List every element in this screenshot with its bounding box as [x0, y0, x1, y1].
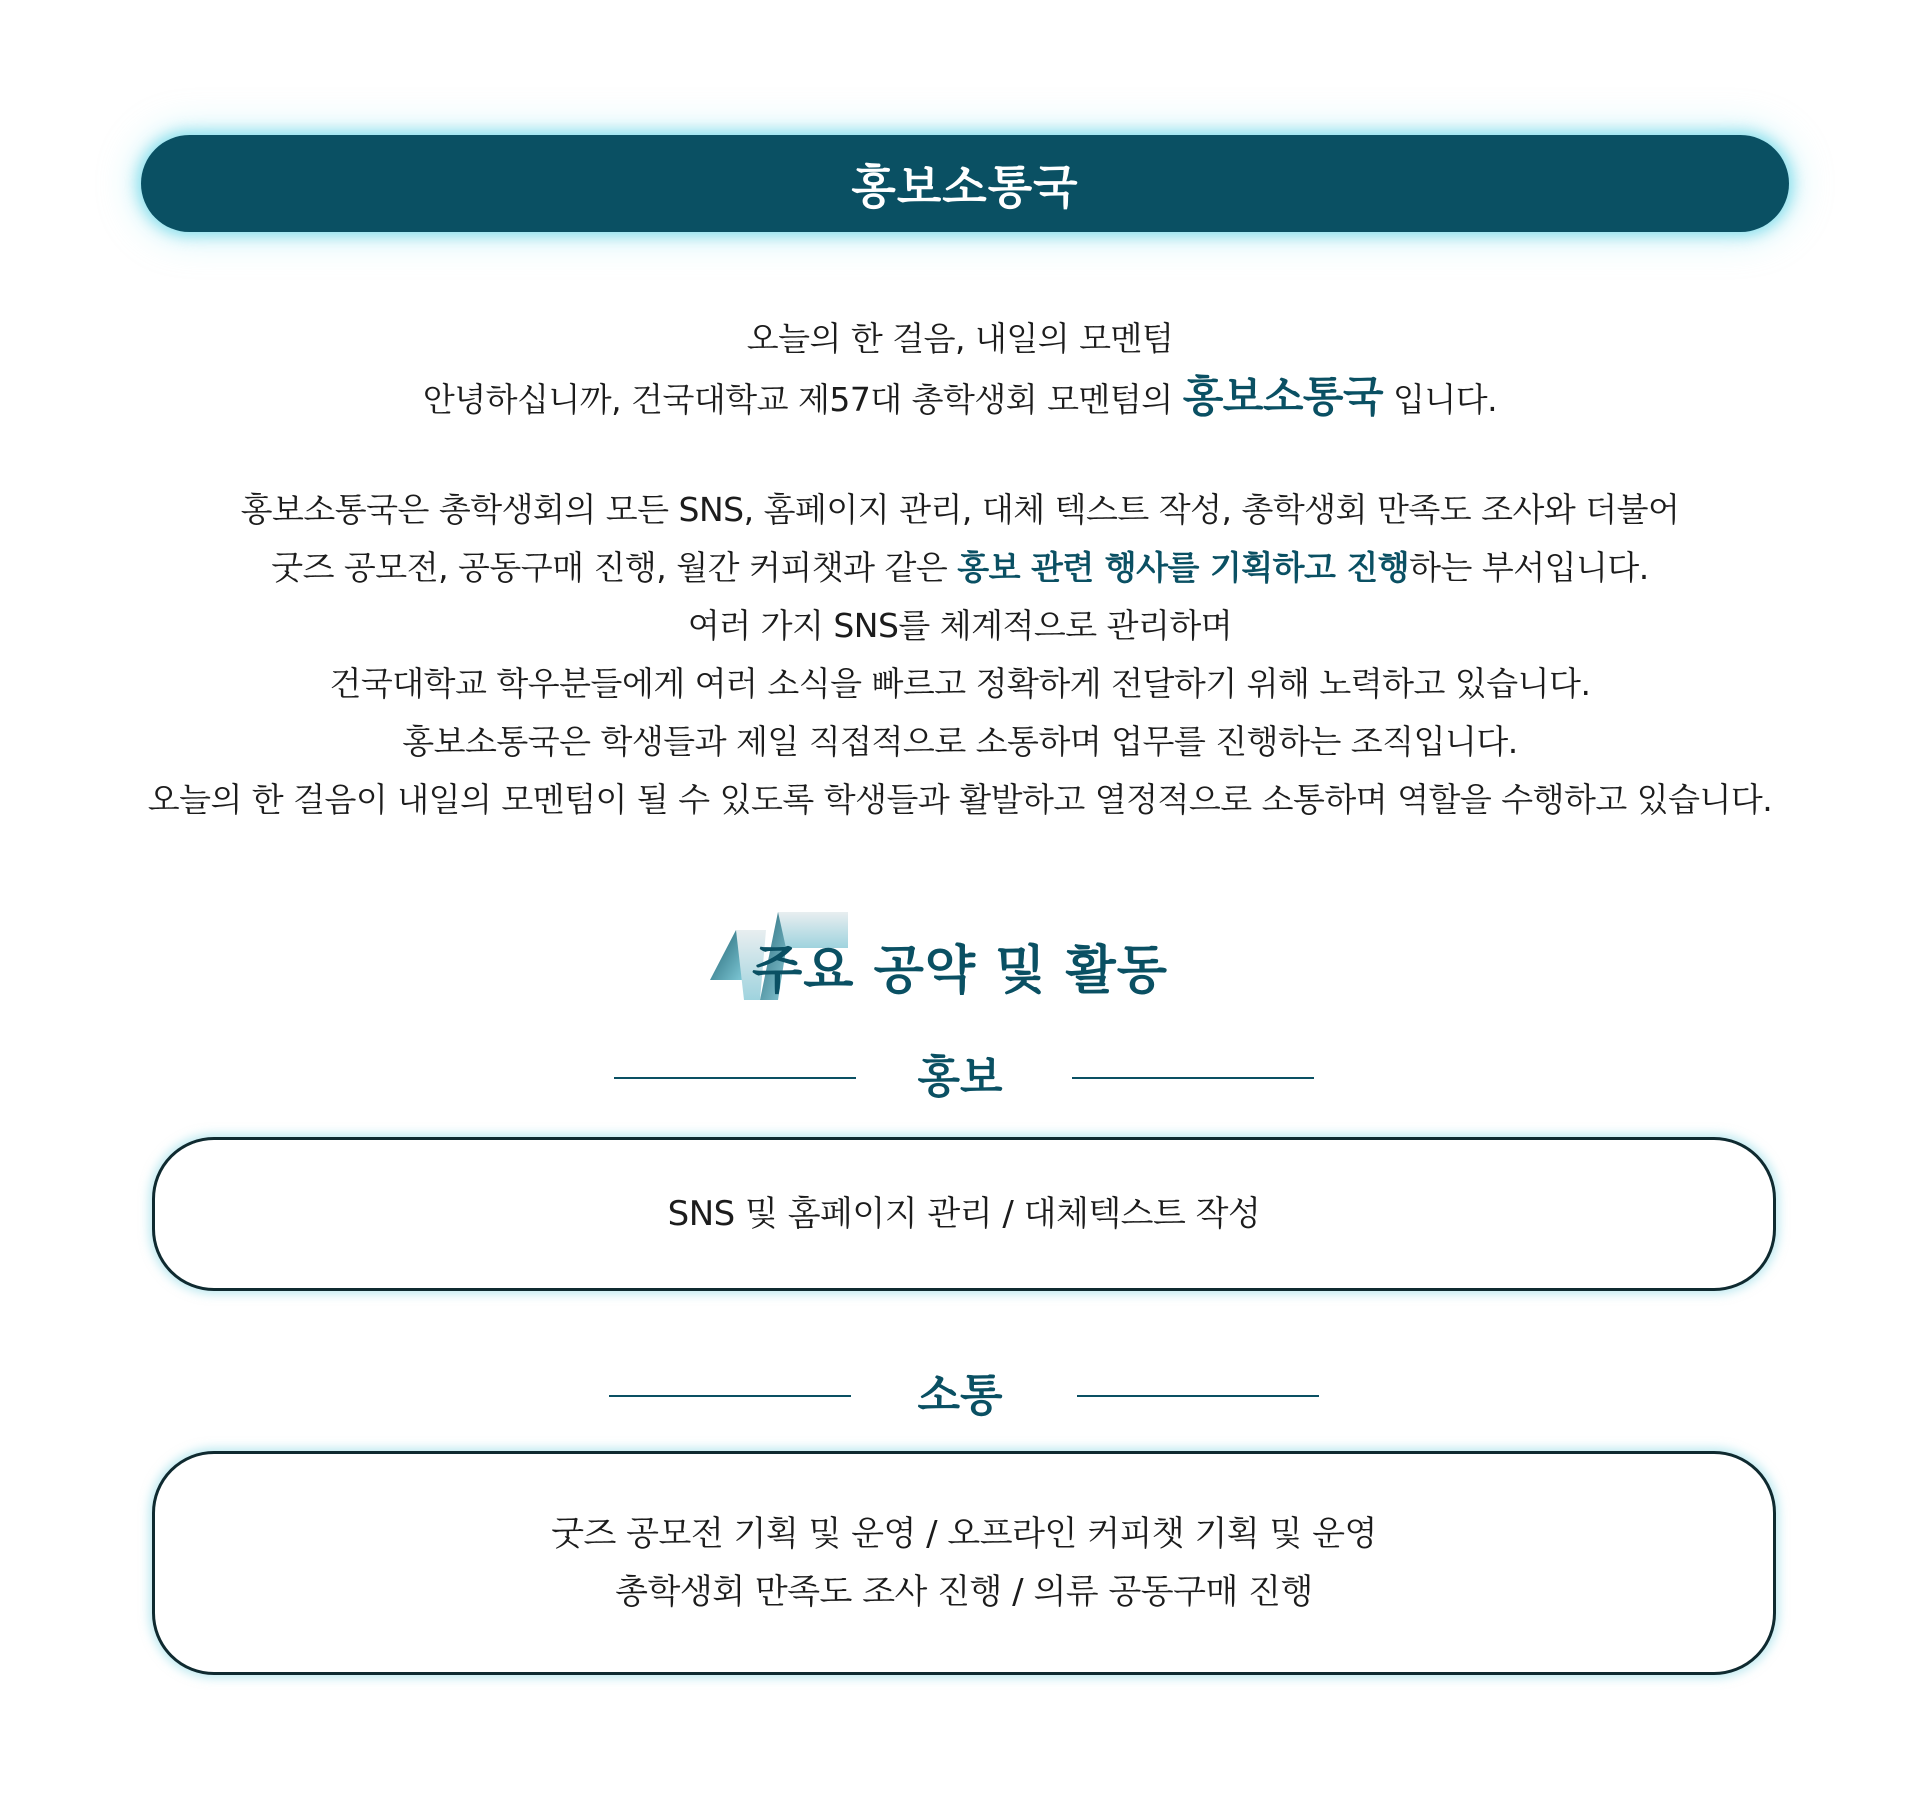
promotion-heading — [0, 1048, 1920, 1108]
paragraph-gap — [0, 429, 1920, 481]
department-banner — [141, 135, 1789, 232]
intro-description-line: 건국대학교 학우분들에게 여러 소식을 빠르고 정확하게 전달하기 위해 노력하고 있습니다. — [329, 664, 1591, 703]
communication-activity-line: 굿즈 공모전 기획 및 운영 / 오프라인 커피챗 기획 및 운영 — [551, 1514, 1377, 1554]
communication-heading — [0, 1366, 1920, 1426]
banner-title: 홍보소통국 — [851, 159, 1079, 214]
intro-description-line: 여러 가지 SNS를 체계적으로 관리하며 — [687, 606, 1233, 645]
intro-greeting-highlight: 홍보소통국 — [1182, 372, 1384, 421]
pledges-title: 주요 공약 및 활동 — [752, 941, 1168, 1001]
promotion-card — [152, 1137, 1776, 1291]
promotion-activity-line: SNS 및 홈페이지 관리 / 대체텍스트 작성 — [667, 1194, 1261, 1234]
intro-description-line: 오늘의 한 걸음이 내일의 모멘텀이 될 수 있도록 학생들과 활발하고 열정적으로 소통하며 역할을 수행하고 있습니다. — [147, 780, 1773, 819]
divider-line-right — [1077, 1395, 1319, 1397]
intro-description-highlight: 홍보 관련 행사를 기획하고 진행 — [957, 548, 1410, 587]
intro-description-line: 홍보소통국은 학생들과 제일 직접적으로 소통하며 업무를 진행하는 조직입니다. — [402, 722, 1518, 761]
intro-slogan: 오늘의 한 걸음, 내일의 모멘텀 — [746, 319, 1174, 358]
intro-greeting: 안녕하십니까, 건국대학교 제57대 총학생회 모멘텀의 홍보소통국 입니다. — [422, 372, 1498, 421]
communication-activity-line: 총학생회 만족도 조사 진행 / 의류 공동구매 진행 — [615, 1572, 1313, 1612]
communication-card — [152, 1451, 1776, 1675]
intro-description-line: 홍보소통국은 총학생회의 모든 SNS, 홈페이지 관리, 대체 텍스트 작성, 총학생회 만족도 조사와 더불어 — [240, 490, 1680, 529]
communication-title: 소통 — [917, 1370, 1003, 1421]
pledges-heading — [0, 898, 1920, 1008]
intro-text — [0, 310, 1920, 829]
divider-line-right — [1072, 1077, 1314, 1079]
intro-description-line: 굿즈 공모전, 공동구매 진행, 월간 커피챗과 같은 홍보 관련 행사를 기획하고 진행하는 부서입니다. — [271, 548, 1649, 587]
promotion-title: 홍보 — [917, 1052, 1003, 1103]
